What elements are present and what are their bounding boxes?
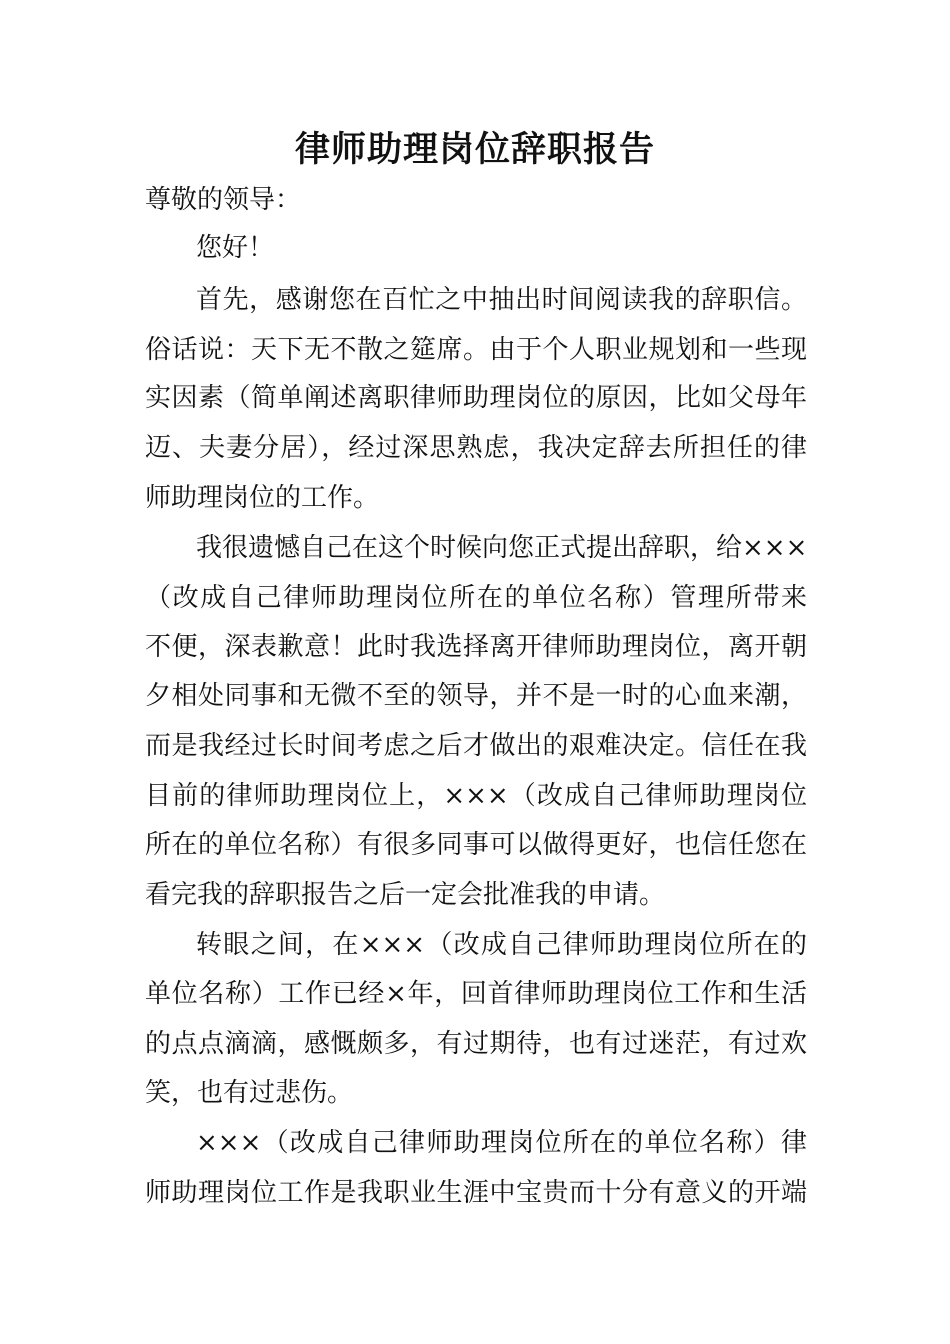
paragraph-line: 所在的单位名称）有很多同事可以做得更好，也信任您在 — [145, 830, 807, 860]
document-title: 律师助理岗位辞职报告 — [294, 130, 655, 170]
paragraph-line: 的点点滴滴，感慨颇多，有过期待，也有过迷茫，有过欢 — [145, 1029, 807, 1059]
paragraph-line: 看完我的辞职报告之后一定会批准我的申请。 — [145, 880, 666, 910]
greeting: 您好！ — [196, 233, 275, 263]
paragraph-line: 夕相处同事和无微不至的领导，并不是一时的心血来潮， — [145, 681, 807, 711]
paragraph-line: 师助理岗位工作是我职业生涯中宝贵而十分有意义的开端 — [145, 1178, 807, 1208]
paragraph-line: ×××（改成自己律师助理岗位所在的单位名称）律 — [196, 1128, 807, 1158]
paragraph-line: 而是我经过长时间考虑之后才做出的艰难决定。信任在我 — [145, 731, 807, 761]
paragraph-line: 不便，深表歉意！此时我选择离开律师助理岗位，离开朝 — [145, 632, 807, 662]
paragraph-line: 首先，感谢您在百忙之中抽出时间阅读我的辞职信。 — [196, 285, 807, 315]
paragraph-line: 单位名称）工作已经×年，回首律师助理岗位工作和生活 — [145, 979, 807, 1009]
paragraph-line: 实因素（简单阐述离职律师助理岗位的原因，比如父母年 — [145, 383, 807, 413]
paragraph-line: 迈、夫妻分居），经过深思熟虑，我决定辞去所担任的律 — [145, 433, 807, 463]
paragraph-line: （改成自己律师助理岗位所在的单位名称）管理所带来 — [145, 583, 807, 613]
salutation: 尊敬的领导： — [145, 185, 302, 215]
paragraph-line: 笑，也有过悲伤。 — [145, 1078, 354, 1108]
paragraph-line: 师助理岗位的工作。 — [145, 483, 380, 513]
paragraph-line: 目前的律师助理岗位上，×××（改成自己律师助理岗位 — [145, 781, 807, 811]
paragraph-line: 俗话说：天下无不散之筵席。由于个人职业规划和一些现 — [145, 335, 807, 365]
paragraph-line: 转眼之间，在×××（改成自己律师助理岗位所在的 — [196, 930, 807, 960]
paragraph-line: 我很遗憾自己在这个时候向您正式提出辞职，给××× — [196, 533, 808, 563]
